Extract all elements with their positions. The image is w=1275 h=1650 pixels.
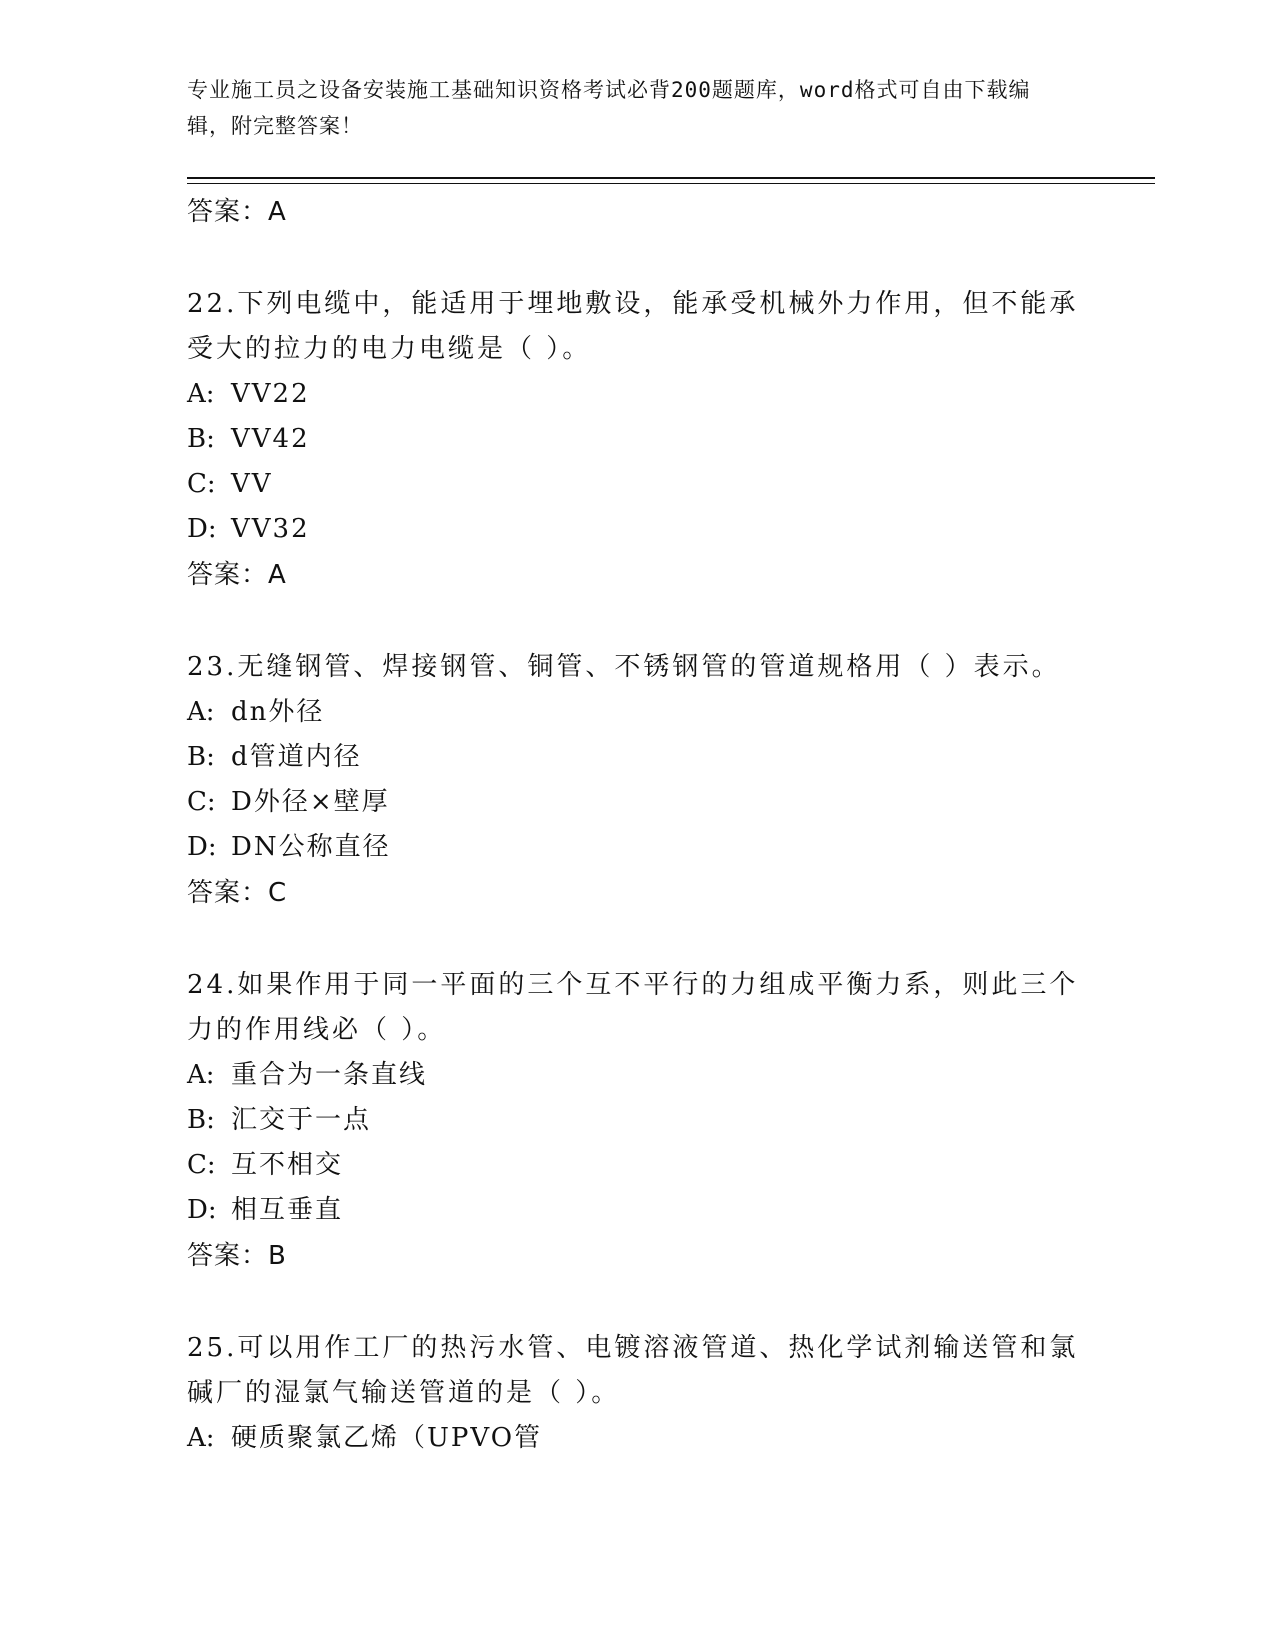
answer-value: B xyxy=(268,1241,287,1271)
answer-label: 答案： xyxy=(187,197,269,227)
option-text: 重合为一条直线 xyxy=(231,1060,428,1090)
option-b xyxy=(187,735,1087,780)
option-letter: A: xyxy=(187,697,215,727)
option-b xyxy=(187,417,1087,462)
answer-label: 答案： xyxy=(187,878,269,908)
answer-line xyxy=(187,192,1087,232)
option-a xyxy=(187,690,1087,735)
header-divider-thick xyxy=(187,177,1155,179)
option-letter: B: xyxy=(187,742,215,772)
answer-label: 答案： xyxy=(187,560,269,590)
option-letter: D: xyxy=(187,832,217,862)
question-block xyxy=(187,963,1087,1276)
question-block xyxy=(187,282,1087,595)
option-text: 汇交于一点 xyxy=(231,1105,372,1135)
option-c xyxy=(187,1143,1087,1188)
option-text: 硬质聚氯乙烯（UPVO管 xyxy=(231,1423,543,1453)
header-divider-thin xyxy=(187,183,1155,184)
option-text: dn外径 xyxy=(231,697,325,727)
question-block xyxy=(187,1326,1087,1461)
option-letter: C: xyxy=(187,1150,216,1180)
option-letter: C: xyxy=(187,469,216,499)
option-letter: A: xyxy=(187,1060,215,1090)
document-header xyxy=(187,72,1067,144)
option-a xyxy=(187,1053,1087,1098)
answer-value: A xyxy=(268,560,287,590)
option-d xyxy=(187,1188,1087,1233)
option-text: 相互垂直 xyxy=(231,1195,344,1225)
option-letter: D: xyxy=(187,514,217,544)
option-c xyxy=(187,780,1087,825)
option-text: d管道内径 xyxy=(231,742,362,772)
option-text: D外径×壁厚 xyxy=(231,787,390,817)
answer-label: 答案： xyxy=(187,1241,269,1271)
answer-line xyxy=(187,873,1087,913)
option-a xyxy=(187,1416,1087,1461)
option-text: DN公称直径 xyxy=(231,832,391,862)
answer-value: A xyxy=(268,197,287,227)
option-text: VV42 xyxy=(231,424,310,454)
answer-line xyxy=(187,1236,1087,1276)
question-block xyxy=(187,645,1087,913)
option-letter: C: xyxy=(187,787,216,817)
option-text: 互不相交 xyxy=(231,1150,344,1180)
question-text: 25.可以用作工厂的热污水管、电镀溶液管道、热化学试剂输送管和氯碱厂的湿氯气输送管道的是（ ）。 xyxy=(187,1333,1079,1408)
option-text: VV22 xyxy=(231,379,310,409)
option-b xyxy=(187,1098,1087,1143)
question-text: 23.无缝钢管、焊接钢管、铜管、不锈钢管的管道规格用（ ）表示。 xyxy=(187,652,1061,682)
question-text: 22.下列电缆中，能适用于埋地敷设，能承受机械外力作用，但不能承受大的拉力的电力电缆是（ ）。 xyxy=(187,289,1079,364)
option-text: VV32 xyxy=(231,514,310,544)
option-d xyxy=(187,825,1087,870)
option-d xyxy=(187,507,1087,552)
option-c xyxy=(187,462,1087,507)
question-text: 24.如果作用于同一平面的三个互不平行的力组成平衡力系，则此三个力的作用线必（ ）。 xyxy=(187,970,1079,1045)
option-letter: B: xyxy=(187,424,215,454)
answer-value: C xyxy=(268,878,288,908)
document-header-title: 专业施工员之设备安装施工基础知识资格考试必背200题题库，word格式可自由下载编辑，附完整答案！ xyxy=(187,78,1031,138)
answer-line xyxy=(187,555,1087,595)
option-letter: A: xyxy=(187,379,215,409)
option-a xyxy=(187,372,1087,417)
option-letter: A: xyxy=(187,1423,215,1453)
question-list xyxy=(187,190,1087,1461)
option-text: VV xyxy=(231,469,273,499)
option-letter: D: xyxy=(187,1195,217,1225)
option-letter: B: xyxy=(187,1105,215,1135)
